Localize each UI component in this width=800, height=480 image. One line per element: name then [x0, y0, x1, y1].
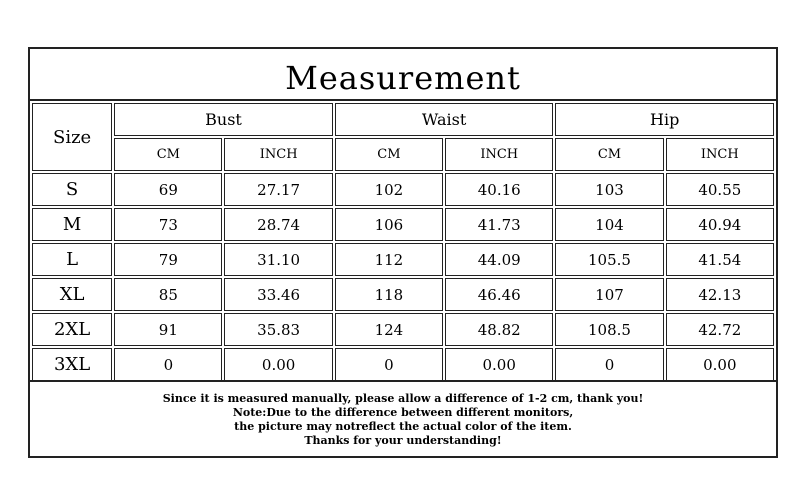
table-row: [32, 348, 774, 381]
value-cell: 91: [114, 313, 222, 346]
value-cell: 85: [114, 278, 222, 311]
hip-header: Hip: [555, 103, 774, 136]
value-cell: 46.46: [445, 278, 553, 311]
bust-header: Bust: [114, 103, 333, 136]
disclaimer-note: [30, 380, 776, 456]
value-cell: 42.13: [666, 278, 774, 311]
table-row: [32, 313, 774, 346]
value-cell: 0.00: [445, 348, 553, 381]
value-cell: 41.73: [445, 208, 553, 241]
value-cell: 40.94: [666, 208, 774, 241]
value-cell: 103: [555, 173, 663, 206]
note-line: Thanks for your understanding!: [304, 434, 502, 447]
value-cell: 102: [335, 173, 443, 206]
value-cell: 108.5: [555, 313, 663, 346]
value-cell: 106: [335, 208, 443, 241]
value-cell: 40.55: [666, 173, 774, 206]
table-row: [32, 243, 774, 276]
table-row: [32, 173, 774, 206]
value-cell: 0.00: [666, 348, 774, 381]
table-row: [32, 208, 774, 241]
table-row: [32, 278, 774, 311]
measurement-chart: [28, 47, 778, 458]
note-line: the picture may notreflect the actual color of the item.: [234, 420, 572, 433]
waist-header: Waist: [335, 103, 554, 136]
size-cell: M: [32, 208, 112, 241]
size-cell: 2XL: [32, 313, 112, 346]
value-cell: 33.46: [224, 278, 332, 311]
size-cell: L: [32, 243, 112, 276]
value-cell: 28.74: [224, 208, 332, 241]
unit-header: INCH: [666, 138, 774, 171]
size-cell: XL: [32, 278, 112, 311]
value-cell: 0: [335, 348, 443, 381]
size-table: [30, 101, 776, 383]
value-cell: 107: [555, 278, 663, 311]
unit-header: CM: [335, 138, 443, 171]
value-cell: 31.10: [224, 243, 332, 276]
note-line: Note:Due to the difference between different monitors,: [232, 406, 574, 419]
value-cell: 112: [335, 243, 443, 276]
value-cell: 35.83: [224, 313, 332, 346]
size-cell: S: [32, 173, 112, 206]
size-cell: 3XL: [32, 348, 112, 381]
value-cell: 105.5: [555, 243, 663, 276]
unit-header: INCH: [445, 138, 553, 171]
unit-header: CM: [555, 138, 663, 171]
value-cell: 48.82: [445, 313, 553, 346]
value-cell: 124: [335, 313, 443, 346]
value-cell: 40.16: [445, 173, 553, 206]
value-cell: 41.54: [666, 243, 774, 276]
value-cell: 42.72: [666, 313, 774, 346]
value-cell: 79: [114, 243, 222, 276]
value-cell: 27.17: [224, 173, 332, 206]
value-cell: 69: [114, 173, 222, 206]
value-cell: 0: [114, 348, 222, 381]
size-header: Size: [32, 103, 112, 171]
value-cell: 73: [114, 208, 222, 241]
value-cell: 104: [555, 208, 663, 241]
note-line: Since it is measured manually, please allow a difference of 1-2 cm, thank you!: [162, 392, 644, 405]
value-cell: 0.00: [224, 348, 332, 381]
chart-title: Measurement: [30, 49, 776, 101]
value-cell: 118: [335, 278, 443, 311]
unit-header: CM: [114, 138, 222, 171]
unit-header: INCH: [224, 138, 332, 171]
value-cell: 0: [555, 348, 663, 381]
value-cell: 44.09: [445, 243, 553, 276]
header-group-row: [32, 103, 774, 136]
header-unit-row: [32, 138, 774, 171]
